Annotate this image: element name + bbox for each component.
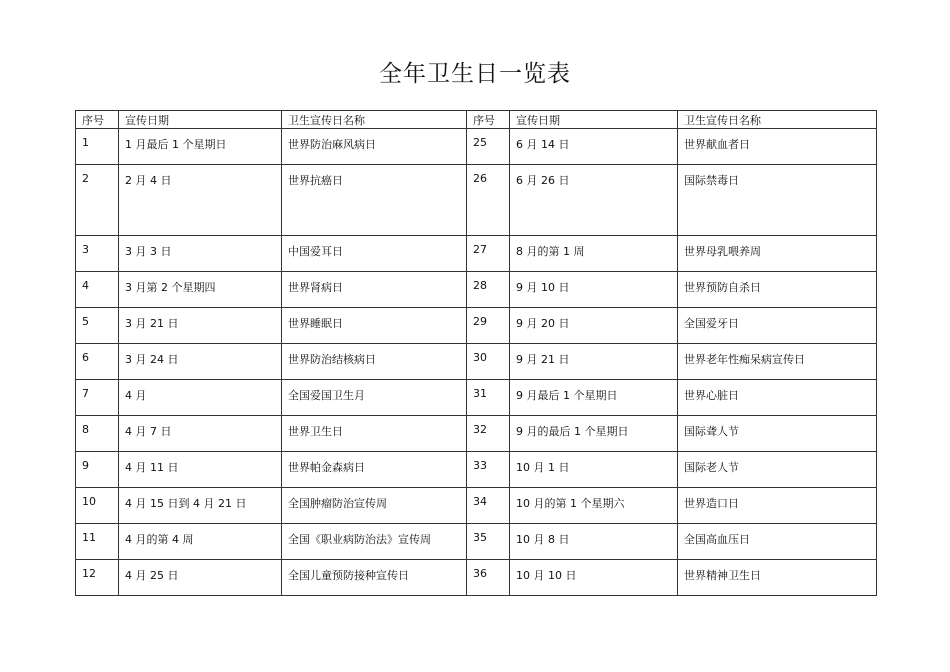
cell-index: 9 (76, 452, 119, 488)
cell-name: 全国高血压日 (678, 524, 877, 560)
cell-name: 世界老年性痴呆病宣传日 (678, 344, 877, 380)
cell-index: 29 (467, 308, 510, 344)
cell-index: 36 (467, 560, 510, 596)
cell-name: 世界预防自杀日 (678, 272, 877, 308)
cell-index: 10 (76, 488, 119, 524)
header-index-left: 序号 (76, 111, 119, 129)
table-row (76, 272, 877, 308)
cell-index: 6 (76, 344, 119, 380)
cell-name: 国际老人节 (678, 452, 877, 488)
cell-name: 世界母乳喂养周 (678, 236, 877, 272)
cell-date: 4 月 7 日 (119, 416, 282, 452)
table-row (76, 308, 877, 344)
cell-name: 全国《职业病防治法》宣传周 (282, 524, 467, 560)
cell-name: 世界防治麻风病日 (282, 129, 467, 165)
cell-date: 6 月 14 日 (510, 129, 678, 165)
cell-name: 国际聋人节 (678, 416, 877, 452)
cell-date: 4 月的第 4 周 (119, 524, 282, 560)
table-row (76, 452, 877, 488)
header-name-left: 卫生宣传日名称 (282, 111, 467, 129)
header-date-right: 宣传日期 (510, 111, 678, 129)
cell-index: 35 (467, 524, 510, 560)
header-name-right: 卫生宣传日名称 (678, 111, 877, 129)
cell-date: 3 月 24 日 (119, 344, 282, 380)
cell-index: 12 (76, 560, 119, 596)
cell-index: 34 (467, 488, 510, 524)
cell-index: 5 (76, 308, 119, 344)
cell-date: 10 月 10 日 (510, 560, 678, 596)
cell-name: 世界肾病日 (282, 272, 467, 308)
cell-date: 4 月 11 日 (119, 452, 282, 488)
table-row (76, 236, 877, 272)
cell-date: 10 月 8 日 (510, 524, 678, 560)
cell-index: 2 (76, 165, 119, 236)
cell-index: 32 (467, 416, 510, 452)
cell-date: 10 月的第 1 个星期六 (510, 488, 678, 524)
table-row (76, 129, 877, 165)
table-row (76, 524, 877, 560)
cell-name: 全国爱牙日 (678, 308, 877, 344)
cell-name: 世界献血者日 (678, 129, 877, 165)
cell-index: 11 (76, 524, 119, 560)
cell-date: 4 月 (119, 380, 282, 416)
cell-index: 33 (467, 452, 510, 488)
cell-name: 中国爱耳日 (282, 236, 467, 272)
cell-date: 9 月 21 日 (510, 344, 678, 380)
cell-date: 9 月 20 日 (510, 308, 678, 344)
cell-name: 全国儿童预防接种宣传日 (282, 560, 467, 596)
cell-name: 世界心脏日 (678, 380, 877, 416)
cell-date: 3 月 3 日 (119, 236, 282, 272)
health-days-table (75, 110, 877, 596)
cell-name: 世界睡眠日 (282, 308, 467, 344)
cell-date: 9 月 10 日 (510, 272, 678, 308)
cell-date: 10 月 1 日 (510, 452, 678, 488)
table-row (76, 488, 877, 524)
cell-index: 27 (467, 236, 510, 272)
cell-date: 6 月 26 日 (510, 165, 678, 236)
cell-index: 25 (467, 129, 510, 165)
cell-index: 31 (467, 380, 510, 416)
cell-name: 国际禁毒日 (678, 165, 877, 236)
cell-name: 全国肿瘤防治宣传周 (282, 488, 467, 524)
cell-index: 28 (467, 272, 510, 308)
cell-index: 30 (467, 344, 510, 380)
cell-name: 世界帕金森病日 (282, 452, 467, 488)
cell-name: 世界卫生日 (282, 416, 467, 452)
cell-date: 9 月最后 1 个星期日 (510, 380, 678, 416)
cell-date: 3 月第 2 个星期四 (119, 272, 282, 308)
cell-index: 4 (76, 272, 119, 308)
cell-date: 8 月的第 1 周 (510, 236, 678, 272)
cell-date: 4 月 25 日 (119, 560, 282, 596)
cell-date: 4 月 15 日到 4 月 21 日 (119, 488, 282, 524)
cell-date: 1 月最后 1 个星期日 (119, 129, 282, 165)
header-date-left: 宣传日期 (119, 111, 282, 129)
cell-name: 世界精神卫生日 (678, 560, 877, 596)
cell-date: 9 月的最后 1 个星期日 (510, 416, 678, 452)
cell-index: 8 (76, 416, 119, 452)
table-row (76, 380, 877, 416)
cell-name: 世界抗癌日 (282, 165, 467, 236)
table-row (76, 165, 877, 236)
page-title: 全年卫生日一览表 (379, 61, 571, 87)
table-row (76, 344, 877, 380)
cell-index: 1 (76, 129, 119, 165)
cell-date: 2 月 4 日 (119, 165, 282, 236)
table-header-row (76, 111, 877, 129)
cell-name: 世界防治结核病日 (282, 344, 467, 380)
cell-name: 全国爱国卫生月 (282, 380, 467, 416)
cell-date: 3 月 21 日 (119, 308, 282, 344)
table-row (76, 416, 877, 452)
header-index-right: 序号 (467, 111, 510, 129)
cell-name: 世界造口日 (678, 488, 877, 524)
cell-index: 26 (467, 165, 510, 236)
cell-index: 7 (76, 380, 119, 416)
cell-index: 3 (76, 236, 119, 272)
table-row (76, 560, 877, 596)
